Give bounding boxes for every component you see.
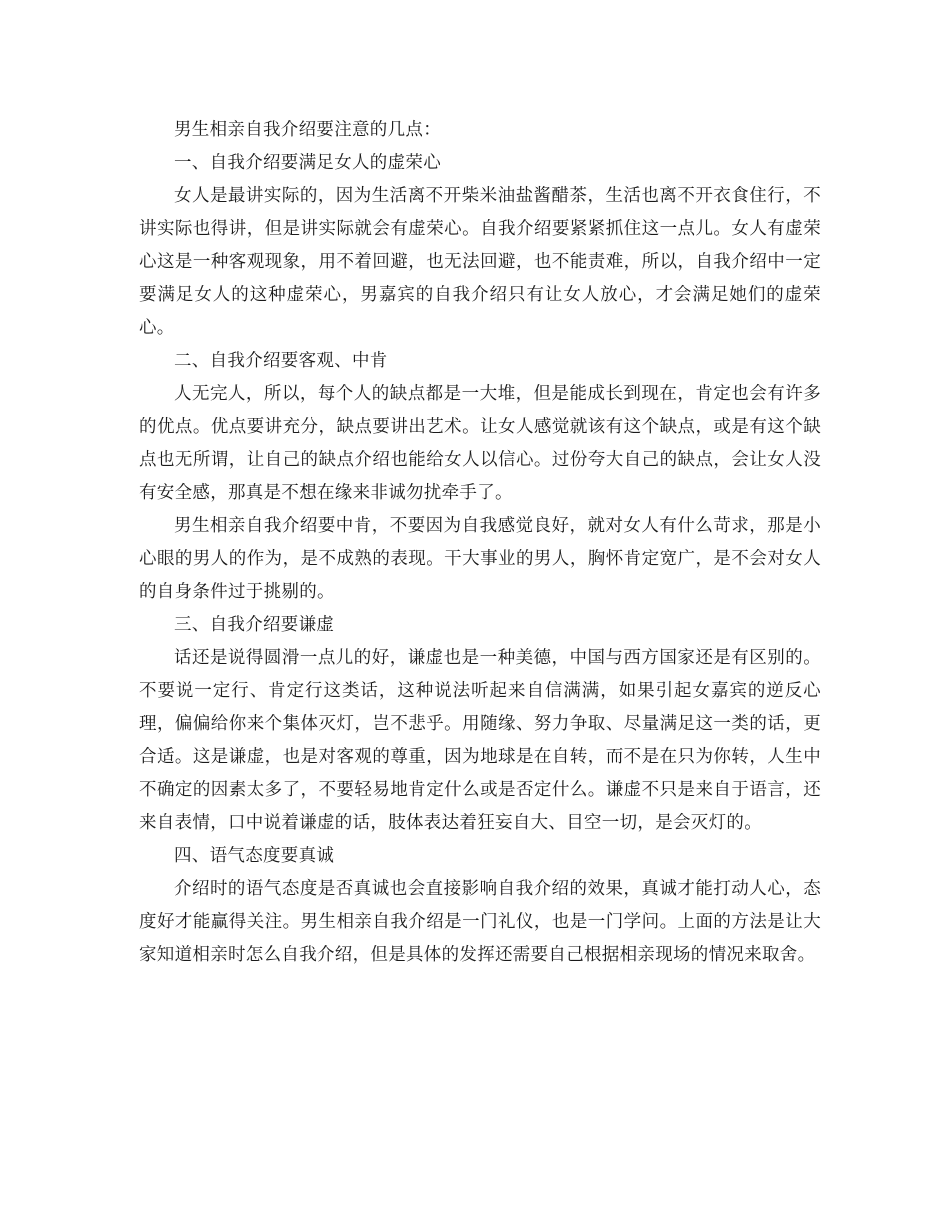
section-3-paragraph: 话还是说得圆滑一点儿的好，谦虚也是一种美德，中国与西方国家还是有区别的。不要说一定行、肯定行这类话，这种说法听起来自信满满，如果引起女嘉宾的逆反心理，偏偏给你来个集体灭灯，岂不悲乎。用随缘、努力争取、尽量满足这一类的话，更合适。这是谦虚，也是对客观的尊重，因为地球是在自转，而不是在只为你转，人生中不确定的因素太多了，不要轻易地肯定什么或是否定什么。谦虚不只是来自于语言，还来自表情，口中说着谦虚的话，肢体表达着狂妄自大、目空一切，是会灭灯的。 <box>139 648 821 833</box>
section-1-paragraph: 女人是最讲实际的，因为生活离不开柴米油盐酱醋茶，生活也离不开衣食住行，不讲实际也得讲，但是讲实际就会有虚荣心。自我介绍要紧紧抓住这一点儿。女人有虚荣心这是一种客观现象，用不着回避，也无法回避，也不能责难，所以，自我介绍中一定要满足女人的这种虚荣心，男嘉宾的自我介绍只有让女人放心，才会满足她们的虚荣心。 <box>139 186 821 338</box>
section-heading-2: 二、自我介绍要客观、中肯 <box>174 351 388 371</box>
document-body <box>139 114 821 972</box>
section-heading-1: 一、自我介绍要满足女人的虚荣心 <box>174 153 441 173</box>
intro-heading: 男生相亲自我介绍要注意的几点： <box>174 120 441 140</box>
section-2-paragraph-2: 男生相亲自我介绍要中肯，不要因为自我感觉良好，就对女人有什么苛求，那是小心眼的男人的作为，是不成熟的表现。干大事业的男人，胸怀肯定宽广，是不会对女人的自身条件过于挑剔的。 <box>139 516 821 602</box>
section-heading-4: 四、语气态度要真诚 <box>174 846 335 866</box>
section-4-paragraph: 介绍时的语气态度是否真诚也会直接影响自我介绍的效果，真诚才能打动人心，态度好才能赢得关注。男生相亲自我介绍是一门礼仪，也是一门学问。上面的方法是让大家知道相亲时怎么自我介绍，但是具体的发挥还需要自己根据相亲现场的情况来取舍。 <box>139 879 821 965</box>
section-heading-3: 三、自我介绍要谦虚 <box>174 615 335 635</box>
section-2-paragraph-1: 人无完人，所以，每个人的缺点都是一大堆，但是能成长到现在，肯定也会有许多的优点。优点要讲充分，缺点要讲出艺术。让女人感觉就该有这个缺点，或是有这个缺点也无所谓，让自己的缺点介绍也能给女人以信心。过份夸大自己的缺点，会让女人没有安全感，那真是不想在缘来非诚勿扰牵手了。 <box>139 384 821 503</box>
